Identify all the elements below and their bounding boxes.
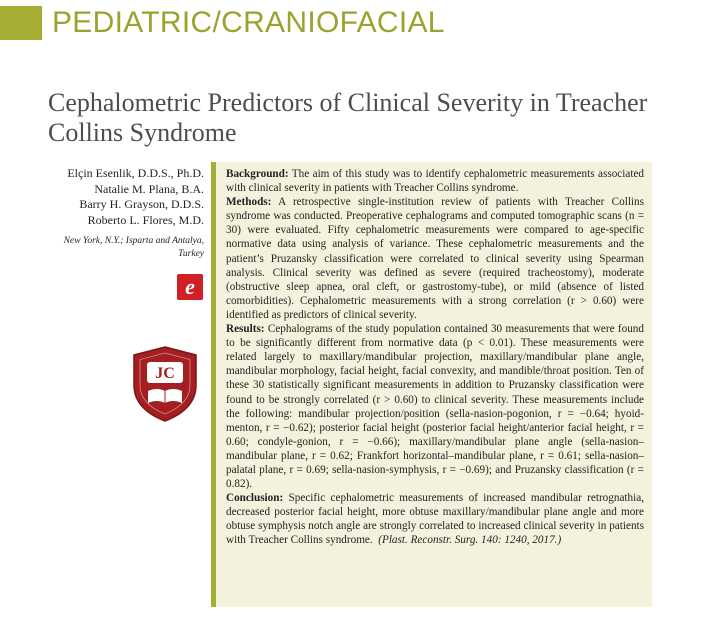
electronic-content-icon[interactable] — [177, 274, 203, 300]
abstract-heading: Conclusion: — [226, 492, 284, 505]
author-name: Roberto L. Flores, M.D. — [87, 212, 204, 227]
section-label: PEDIATRIC/CRANIOFACIAL — [52, 6, 445, 39]
badge-letters: JC — [155, 365, 175, 382]
journal-club-badge-icon[interactable] — [131, 345, 199, 423]
section-color-bar — [0, 6, 42, 40]
author-name: Barry H. Grayson, D.D.S. — [79, 197, 204, 211]
author-name: Natalie M. Plana, B.A. — [94, 181, 204, 196]
author-list — [20, 166, 204, 261]
e-letter: e — [185, 274, 195, 299]
affiliation-line: Turkey — [178, 249, 204, 259]
abstract-results — [226, 322, 644, 491]
abstract-text: The aim of this study was to identify cephalometric measurements associated with clinical severity in patients with Treacher Collins syndrome. — [226, 168, 644, 195]
author-name: Elçin Esenlik, D.D.S., Ph.D. — [67, 166, 204, 180]
abstract-text: A retrospective single-institution review of patients with Treacher Collins syndrome was conducted. Preoperative cephalograms and computed tomographic scans (n = 30) were evaluated. Fifty cephalometric measurements were compared to age-specific normative data using analysis of variance. These cephalometric measurements and the patient’s Pruzansky classification were correlated to clinical severity using Spearman analysis. Clinical severity was defined as severe (required tracheostomy), moderate (obstructive sleep apnea, oral cleft, or gastrostomy-tube), or mild (absence of listed comorbidities). Cephalometric measurements with a strong correlation (r > 0.60) were identified as predictors of clinical severity. — [226, 196, 644, 321]
abstract-box — [216, 162, 652, 607]
abstract-heading: Background: — [226, 168, 289, 180]
abstract-heading: Results: — [226, 323, 265, 336]
abstract-heading: Methods: — [226, 196, 272, 209]
affiliation — [20, 235, 204, 261]
affiliation-line: New York, N.Y.; Isparta and Antalya, — [63, 236, 204, 246]
citation: (Plast. Reconstr. Surg. 140: 1240, 2017.) — [378, 534, 562, 547]
article-title: Cephalometric Predictors of Clinical Severity in Treacher Collins Syndrome — [48, 88, 648, 147]
abstract-background — [226, 167, 644, 195]
abstract-methods — [226, 195, 644, 322]
abstract-conclusion — [226, 491, 644, 547]
abstract-text: Cephalograms of the study population contained 30 measurements that were found to be significantly different from normative data (p < 0.01). These measurements were related largely to maxillary/mandibular projection, maxillary/mandibular plane angle, mandibular morphology, facial height, facial convexity, and mandible/throat position. Ten of these 30 statistically significant measurements in addition to Pruzansky classification were found to be strongly correlated (r > 0.60) to clinical severity. These measurements include the following: mandibular projection/position (sella-nasion-pogonion, r = −0.64; hyoid-menton, r = −0.62); posterior facial height (posterior facial height/anterior facial height, r = 0.60; condyle-gonion, r = −0.66); maxillary/mandibular plane angle (sella-nasion–mandibular plane, r = 0.62; Frankfort horizontal–mandibular plane, r = 0.61; sella-nasion–palatal plane, r = 0.69; sella-nasion-symphysis, r = −0.69); and Pruzansky classification (r = 0.82). — [226, 323, 644, 491]
abstract-text: Specific cephalometric measurements of increased mandibular retrognathia, decreased posterior facial height, more obtuse maxillary/mandibular plane angle and more obtuse symphysis notch angle are strongly correlated to increased clinical severity in patients with Treacher Collins syndrome. — [226, 492, 644, 547]
